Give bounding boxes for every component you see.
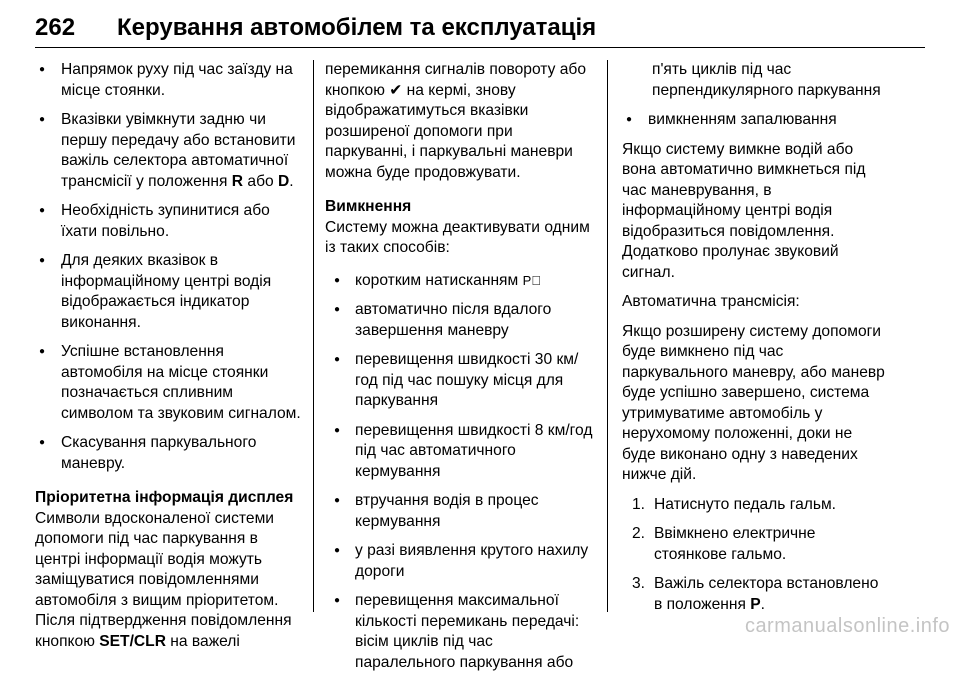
list-item: ● перевищення швидкості 30 км/год під час пошуку місця для паркування [325,350,595,412]
bullet-list [325,271,595,674]
paragraph: п'ять циклів під час перпендикулярного паркування [652,61,881,99]
list-item: ● коротким натисканням P⃞ [325,271,595,292]
section-heading: Вимкнення [325,198,412,215]
paragraph: Якщо систему вимкне водій або вона автоматично вимкнеться під час маневрування, в інформаційному центрі водія відобразиться повідомлення. Додатково пролунає звуковий сигнал. [622,140,866,281]
list-item: 3. Важіль селектора встановлено в положення P. [632,575,879,613]
column-1 [35,60,301,661]
list-item: ● втручання водія в процес кермування [325,491,595,532]
paragraph: Якщо розширену систему допомоги буде вимкнено під час паркувального маневру, або маневр буде успішно завершено, система утримуватиме автомобіль у нерухомому положенні, доки не буде виконано одну з наведених нижче дій. [622,322,885,483]
watermark: carmanualsonline.info [744,615,950,637]
list-item: ● Успішне встановлення автомобіля на місце стоянки позначається спливним символом та звуковим сигналом. [35,342,301,424]
column-2 [325,60,595,682]
section-heading: Пріоритетна інформація дисплея [35,489,294,506]
paragraph: Автоматична трансмісія: [622,293,800,310]
list-item: ● Напрямок руху під час заїзду на місце стоянки. [35,60,301,101]
paragraph: Символи вдосконаленої системи допомоги під час паркування в центрі інформації водія можуть заміщуватися повідомленнями автомобіля з вищим пріоритетом. Після підтвердження повідомлення кнопкою SET/CLR на важелі [35,509,292,650]
check-icon: ✔ [389,81,403,99]
column-divider [313,60,314,612]
column-divider [607,60,608,612]
list-item: ● автоматично після вдалого завершення маневру [325,300,595,341]
park-assist-button-icon: P⃞ [522,272,541,288]
list-item: 1. Натиснуто педаль гальм. [632,495,837,513]
column-3 [622,60,890,624]
page-title: Керування автомобілем та експлуатація [117,14,597,41]
bullet-list [622,110,890,131]
numbered-list [622,495,890,616]
list-item: ● Необхідність зупинитися або їхати повільно. [35,201,301,242]
list-item: ● Вказівки увімкнути задню чи першу передачу або встановити важіль селектора автоматичної трансмісії у положення R або D. [35,110,301,192]
header-rule [35,47,925,48]
list-item: 2. Ввімкнено електричне стоянкове гальмо. [632,525,816,563]
list-item: ● перевищення швидкості 8 км/год під час автоматичного кермування [325,421,595,483]
list-item: ● вимкненням запалювання [622,110,890,131]
bullet-list [35,60,301,474]
paragraph: перемикання сигналів повороту або кнопкою ✔ на кермі, знову відображатимуться вказівки розширеної допомоги при паркуванні, і паркувальні маневри можна буде продовжувати. [325,61,587,181]
list-item: ● Для деяких вказівок в інформаційному центрі водія відображається індикатор виконання. [35,251,301,333]
list-item: ● у разі виявлення крутого нахилу дороги [325,541,595,582]
page-number: 262 [35,14,76,41]
page-header [35,8,925,48]
list-item: ● перевищення максимальної кількості перемикань передачі: вісім циклів під час паралельного паркування або [325,591,595,673]
paragraph: Систему можна деактивувати одним із таких способів: [325,218,590,256]
list-item: ● Скасування паркувального маневру. [35,433,301,474]
